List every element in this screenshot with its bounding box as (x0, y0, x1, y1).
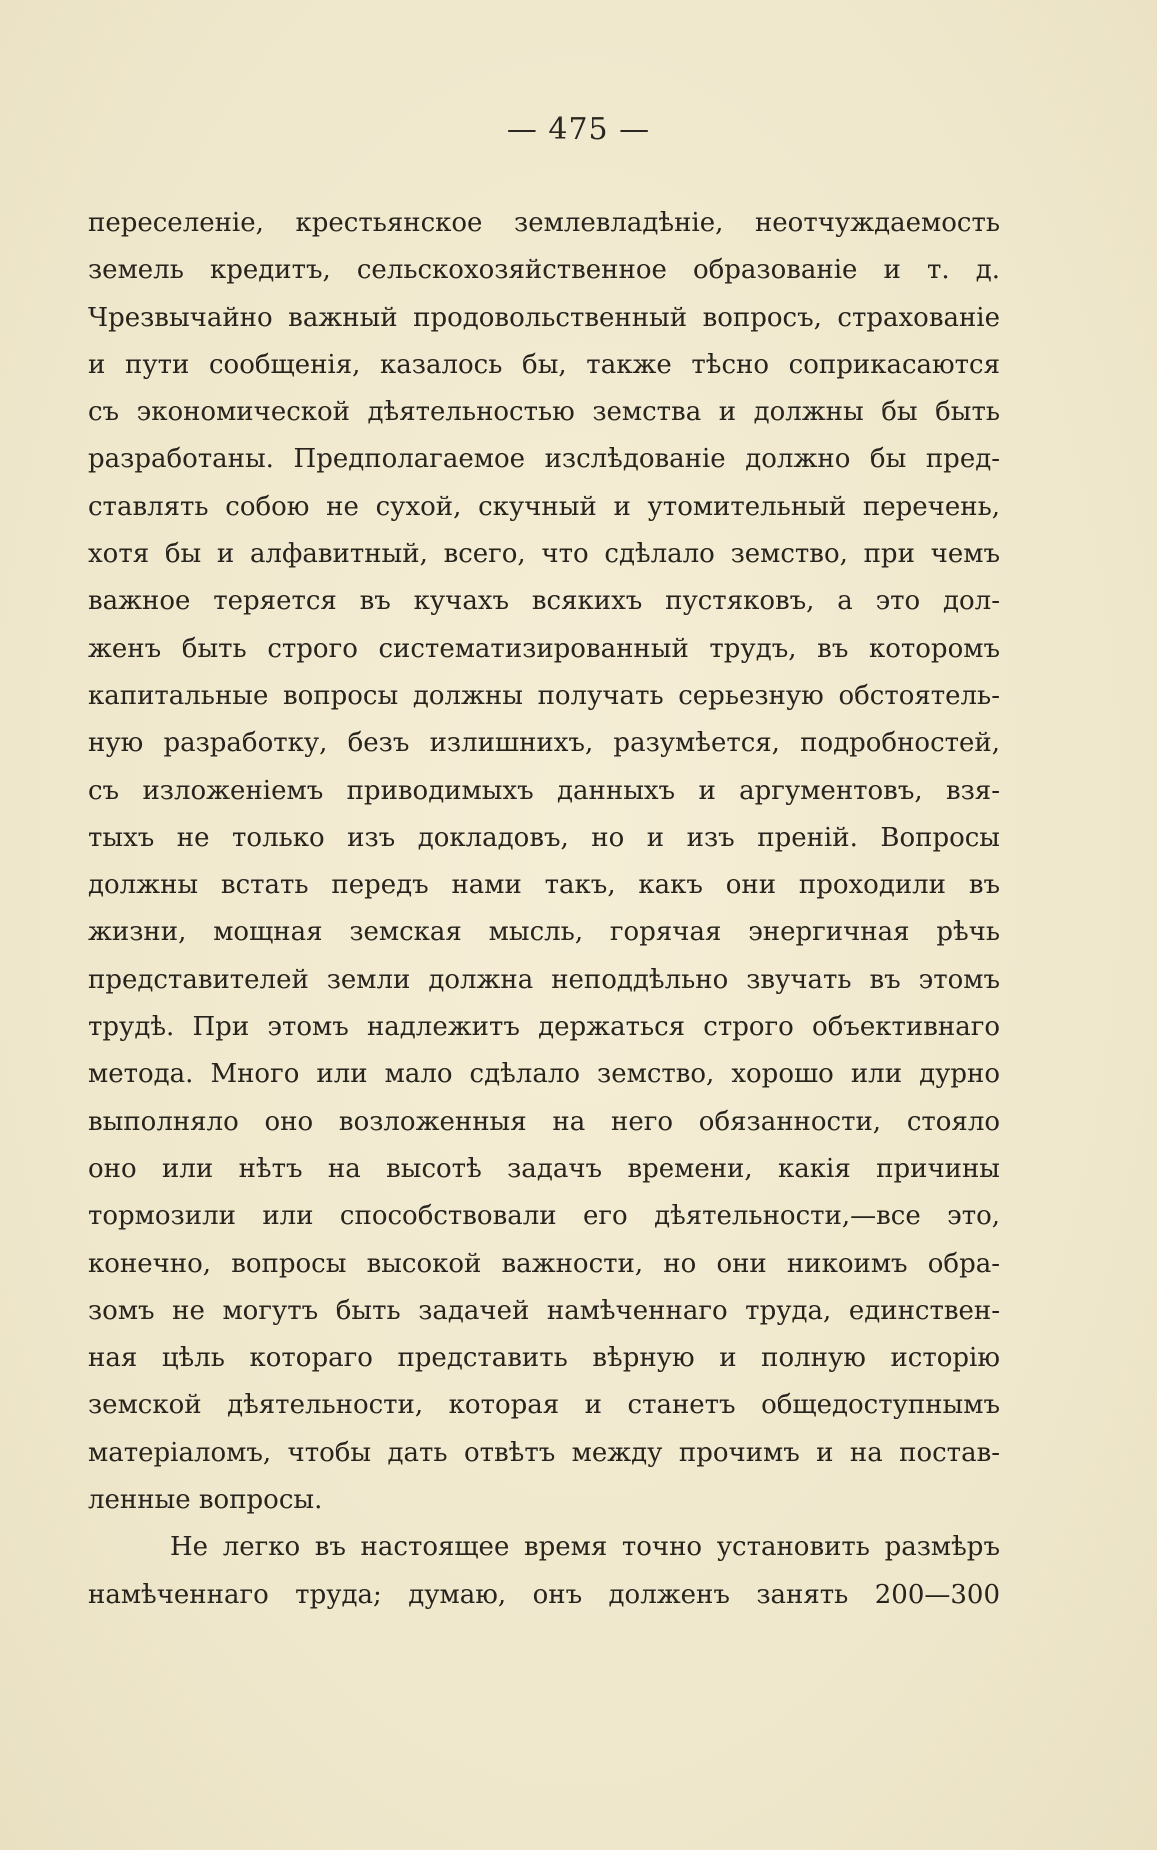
text-line: выполняло оно возложенныя на него обязанности, стояло (88, 1106, 1000, 1137)
text-line: трудѣ. При этомъ надлежитъ держаться строго объективнаго (88, 1012, 1000, 1043)
text-line: важное теряется въ кучахъ всякихъ пустяковъ, а это дол- (88, 586, 1000, 617)
text-line: Чрезвычайно важный продовольственный вопросъ, страхованіе (88, 302, 1000, 333)
text-line: тормозили или способствовали его дѣятельности,—все это, (88, 1201, 1000, 1232)
text-line: конечно, вопросы высокой важности, но они никоимъ обра- (88, 1248, 1000, 1279)
page-number: — 475 — (506, 112, 651, 147)
text-line: земской дѣятельности, которая и станетъ общедоступнымъ (88, 1390, 1000, 1421)
text-line: переселеніе, крестьянское землевладѣніе, неотчуждаемость (88, 208, 1000, 238)
paragraph-start-line: Не легко въ настоящее время точно установить размѣръ (170, 1532, 1000, 1563)
text-line: ставлять собою не сухой, скучный и утомительный перечень, (88, 491, 1000, 522)
text-line: и пути сообщенія, казалось бы, также тѣсно соприкасаются (88, 349, 1000, 380)
text-line: ная цѣль котораго представить вѣрную и полную исторію (88, 1343, 1000, 1374)
text-line: капитальные вопросы должны получать серьезную обстоятель- (88, 680, 1000, 711)
text-line: земель кредитъ, сельскохозяйственное образованіе и т. д. (88, 255, 1000, 286)
text-line: жизни, мощная земская мысль, горячая энергичная рѣчь (88, 917, 1000, 948)
body-text (88, 200, 1000, 1619)
text-line: разработаны. Предполагаемое изслѣдованіе должно бы пред- (88, 444, 1000, 475)
paragraph-end-line: ленные вопросы. (88, 1485, 323, 1516)
text-line: метода. Много или мало сдѣлало земство, хорошо или дурно (88, 1059, 1000, 1090)
text-line: женъ быть строго систематизированный трудъ, въ которомъ (88, 633, 1000, 664)
text-line: оно или нѣтъ на высотѣ задачъ времени, какія причины (88, 1153, 1000, 1184)
text-line: должны встать передъ нами такъ, какъ они проходили въ (88, 870, 1000, 901)
text-line: хотя бы и алфавитный, всего, что сдѣлало земство, при чемъ (88, 539, 1000, 570)
text-line: зомъ не могутъ быть задачей намѣченнаго труда, единствен- (88, 1295, 1000, 1326)
text-line: ную разработку, безъ излишнихъ, разумѣется, подробностей, (88, 728, 1000, 759)
text-line: намѣченнаго труда; думаю, онъ долженъ занять 200—300 (88, 1579, 1000, 1610)
text-line: съ изложеніемъ приводимыхъ данныхъ и аргументовъ, взя- (88, 775, 1000, 806)
text-line: представителей земли должна неподдѣльно звучать въ этомъ (88, 964, 1000, 995)
text-line: матеріаломъ, чтобы дать отвѣтъ между прочимъ и на постав- (88, 1437, 1000, 1468)
text-line: съ экономической дѣятельностью земства и должны бы быть (88, 397, 1000, 428)
text-line: тыхъ не только изъ докладовъ, но и изъ преній. Вопросы (88, 822, 1000, 853)
